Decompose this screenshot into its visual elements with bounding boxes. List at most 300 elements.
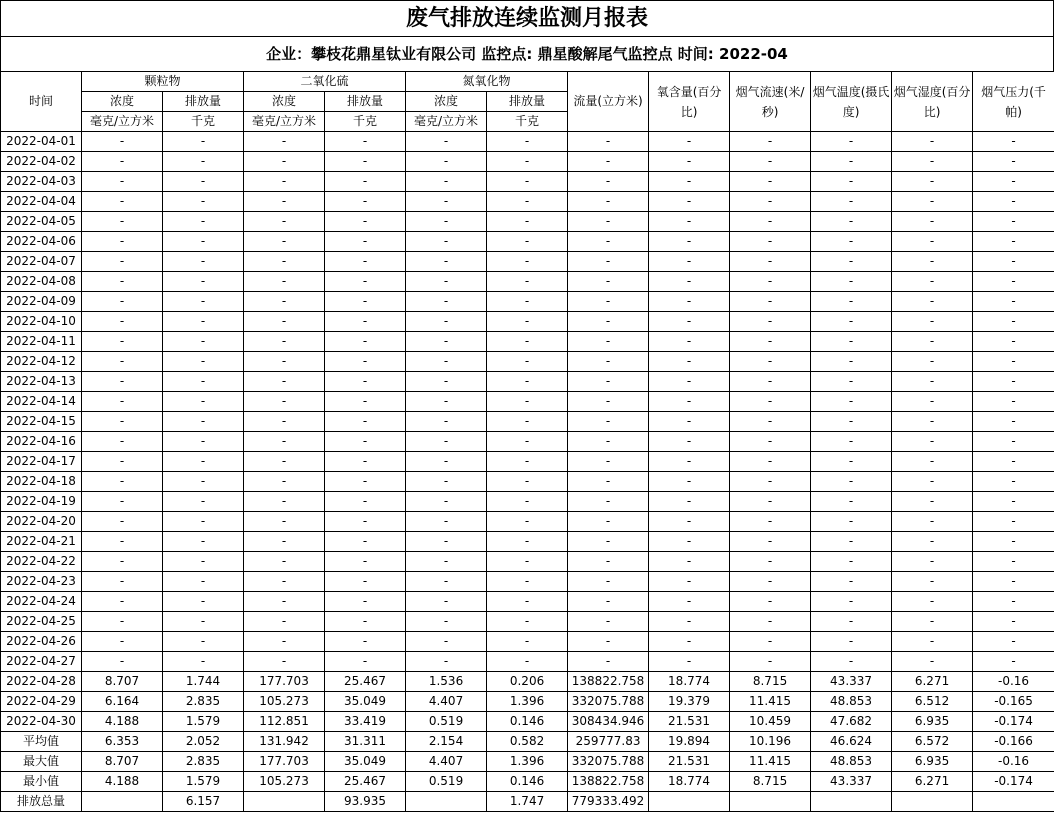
- table-cell: -: [730, 392, 811, 412]
- table-cell: 6.512: [892, 692, 973, 712]
- table-cell: -: [568, 552, 649, 572]
- table-cell: -: [82, 132, 163, 152]
- table-cell: -: [568, 172, 649, 192]
- table-cell: -: [892, 132, 973, 152]
- table-cell: -: [487, 172, 568, 192]
- table-cell: -: [244, 452, 325, 472]
- header-nox-conc: 浓度: [406, 92, 487, 112]
- table-cell: -: [244, 252, 325, 272]
- table-cell: -: [487, 132, 568, 152]
- table-cell: -: [325, 212, 406, 232]
- table-cell: -: [811, 252, 892, 272]
- table-cell: -: [406, 612, 487, 632]
- table-cell: -: [973, 172, 1054, 192]
- table-cell: -: [406, 652, 487, 672]
- table-cell: 2.052: [163, 732, 244, 752]
- row-date: 2022-04-25: [1, 612, 82, 632]
- table-cell: -: [244, 332, 325, 352]
- table-cell: -: [649, 352, 730, 372]
- table-cell: -: [82, 232, 163, 252]
- table-cell: -: [163, 652, 244, 672]
- table-cell: -: [487, 312, 568, 332]
- table-cell: -: [649, 312, 730, 332]
- table-cell: -: [973, 532, 1054, 552]
- table-cell: -: [730, 252, 811, 272]
- table-cell: -: [568, 372, 649, 392]
- row-date: 2022-04-15: [1, 412, 82, 432]
- table-cell: 35.049: [325, 752, 406, 772]
- table-cell: -: [244, 552, 325, 572]
- table-cell: -: [244, 292, 325, 312]
- table-cell: 19.379: [649, 692, 730, 712]
- table-cell: -: [325, 132, 406, 152]
- table-cell: -: [82, 452, 163, 472]
- table-cell: -: [82, 272, 163, 292]
- table-cell: -: [730, 132, 811, 152]
- header-so2: 二氧化硫: [244, 72, 406, 92]
- table-cell: -: [406, 552, 487, 572]
- table-cell: -: [487, 152, 568, 172]
- table-cell: -: [163, 532, 244, 552]
- table-row: [1, 132, 1054, 152]
- table-cell: -: [568, 192, 649, 212]
- table-cell: -: [163, 252, 244, 272]
- table-cell: -: [406, 232, 487, 252]
- table-cell: -: [811, 132, 892, 152]
- row-date: 2022-04-04: [1, 192, 82, 212]
- table-cell: -: [325, 192, 406, 212]
- table-cell: 6.164: [82, 692, 163, 712]
- table-row: [1, 572, 1054, 592]
- table-cell: [973, 792, 1054, 812]
- table-cell: -: [487, 352, 568, 372]
- table-row: [1, 352, 1054, 372]
- table-cell: -: [973, 492, 1054, 512]
- table-cell: -: [244, 212, 325, 232]
- table-cell: -: [730, 352, 811, 372]
- header-so2-emission-unit: 千克: [325, 112, 406, 132]
- table-cell: [649, 792, 730, 812]
- table-row: [1, 252, 1054, 272]
- header-row-1: [1, 72, 1054, 92]
- table-cell: 1.579: [163, 772, 244, 792]
- table-cell: -: [244, 372, 325, 392]
- table-row: [1, 152, 1054, 172]
- table-row: [1, 272, 1054, 292]
- table-cell: -: [82, 332, 163, 352]
- row-date: 2022-04-26: [1, 632, 82, 652]
- table-cell: 10.459: [730, 712, 811, 732]
- table-cell: 11.415: [730, 752, 811, 772]
- table-cell: 10.196: [730, 732, 811, 752]
- row-date: 2022-04-12: [1, 352, 82, 372]
- table-cell: -: [487, 392, 568, 412]
- header-particulate: 颗粒物: [82, 72, 244, 92]
- table-cell: -: [811, 292, 892, 312]
- table-cell: -: [163, 292, 244, 312]
- table-cell: -: [568, 312, 649, 332]
- row-date: 2022-04-17: [1, 452, 82, 472]
- table-cell: -: [406, 192, 487, 212]
- table-cell: -0.174: [973, 772, 1054, 792]
- table-row: [1, 672, 1054, 692]
- table-cell: -: [649, 392, 730, 412]
- row-date: 2022-04-16: [1, 432, 82, 452]
- table-cell: -: [811, 552, 892, 572]
- header-humidity: 烟气湿度(百分比): [892, 72, 973, 132]
- table-cell: -: [487, 652, 568, 672]
- table-cell: -: [649, 132, 730, 152]
- table-cell: -: [406, 252, 487, 272]
- table-cell: 1.747: [487, 792, 568, 812]
- table-cell: 2.835: [163, 692, 244, 712]
- table-cell: -: [730, 552, 811, 572]
- table-cell: -: [244, 472, 325, 492]
- table-cell: 6.935: [892, 712, 973, 732]
- table-cell: -: [649, 472, 730, 492]
- table-cell: -: [406, 292, 487, 312]
- table-cell: -: [406, 392, 487, 412]
- table-cell: -: [568, 272, 649, 292]
- table-cell: -: [82, 352, 163, 372]
- table-cell: -: [973, 552, 1054, 572]
- table-cell: -: [730, 232, 811, 252]
- row-date: 2022-04-07: [1, 252, 82, 272]
- table-cell: -0.166: [973, 732, 1054, 752]
- table-cell: -: [325, 472, 406, 492]
- table-cell: -: [568, 412, 649, 432]
- table-cell: -: [811, 172, 892, 192]
- table-cell: -: [892, 252, 973, 272]
- table-cell: -: [892, 532, 973, 552]
- table-cell: -: [82, 172, 163, 192]
- table-cell: -: [973, 212, 1054, 232]
- table-cell: -: [487, 512, 568, 532]
- table-cell: -: [244, 272, 325, 292]
- table-cell: 6.157: [163, 792, 244, 812]
- header-nox: 氮氧化物: [406, 72, 568, 92]
- table-cell: -: [811, 392, 892, 412]
- table-cell: -: [487, 612, 568, 632]
- table-cell: -: [406, 372, 487, 392]
- table-row: [1, 452, 1054, 472]
- table-cell: -: [649, 292, 730, 312]
- table-row: [1, 432, 1054, 452]
- table-cell: 19.894: [649, 732, 730, 752]
- table-cell: -: [487, 292, 568, 312]
- table-cell: -: [244, 592, 325, 612]
- table-cell: -: [892, 432, 973, 452]
- table-cell: -0.16: [973, 672, 1054, 692]
- table-cell: 0.146: [487, 712, 568, 732]
- table-cell: -: [973, 432, 1054, 452]
- table-cell: 1.396: [487, 692, 568, 712]
- table-row: [1, 652, 1054, 672]
- table-cell: -: [487, 252, 568, 272]
- table-cell: -: [892, 592, 973, 612]
- table-cell: 177.703: [244, 752, 325, 772]
- header-particulate-emission-unit: 千克: [163, 112, 244, 132]
- table-cell: -: [649, 432, 730, 452]
- table-cell: -: [973, 472, 1054, 492]
- row-date: 2022-04-21: [1, 532, 82, 552]
- table-cell: -: [163, 392, 244, 412]
- table-cell: -: [568, 232, 649, 252]
- table-cell: -: [892, 472, 973, 492]
- table-cell: -: [649, 552, 730, 572]
- row-label: 2022-04-28: [1, 672, 82, 692]
- table-cell: -: [649, 652, 730, 672]
- table-cell: -: [406, 172, 487, 192]
- table-cell: 93.935: [325, 792, 406, 812]
- table-cell: -: [568, 572, 649, 592]
- table-cell: -: [892, 232, 973, 252]
- report-title: 废气排放连续监测月报表: [0, 0, 1054, 36]
- row-date: 2022-04-20: [1, 512, 82, 532]
- table-cell: -: [973, 452, 1054, 472]
- table-cell: -: [487, 192, 568, 212]
- table-row: [1, 512, 1054, 532]
- row-label: 最小值: [1, 772, 82, 792]
- table-cell: -: [487, 592, 568, 612]
- table-row: [1, 592, 1054, 612]
- table-cell: -0.165: [973, 692, 1054, 712]
- table-cell: 43.337: [811, 772, 892, 792]
- table-cell: -: [568, 632, 649, 652]
- table-cell: -: [244, 512, 325, 532]
- table-cell: -: [244, 652, 325, 672]
- table-cell: -: [730, 292, 811, 312]
- table-cell: 332075.788: [568, 752, 649, 772]
- row-date: 2022-04-22: [1, 552, 82, 572]
- row-date: 2022-04-19: [1, 492, 82, 512]
- table-cell: 1.744: [163, 672, 244, 692]
- table-cell: -: [163, 232, 244, 252]
- table-cell: -: [244, 172, 325, 192]
- table-cell: -: [730, 492, 811, 512]
- table-cell: -: [244, 392, 325, 412]
- table-cell: -: [487, 532, 568, 552]
- table-row: [1, 292, 1054, 312]
- table-cell: 6.271: [892, 772, 973, 792]
- table-cell: -: [163, 332, 244, 352]
- table-cell: -: [811, 512, 892, 532]
- table-cell: 6.353: [82, 732, 163, 752]
- table-cell: -: [973, 592, 1054, 612]
- table-cell: 21.531: [649, 712, 730, 732]
- table-cell: -: [487, 272, 568, 292]
- table-row: [1, 312, 1054, 332]
- table-cell: -: [244, 312, 325, 332]
- table-cell: -: [82, 492, 163, 512]
- table-cell: -: [811, 272, 892, 292]
- table-row: [1, 712, 1054, 732]
- table-cell: -: [973, 352, 1054, 372]
- table-cell: -: [973, 372, 1054, 392]
- table-cell: -: [325, 612, 406, 632]
- table-cell: -: [244, 572, 325, 592]
- table-cell: -: [163, 172, 244, 192]
- table-cell: -: [244, 352, 325, 372]
- table-cell: -: [82, 152, 163, 172]
- table-cell: -: [568, 332, 649, 352]
- table-cell: -: [163, 352, 244, 372]
- table-cell: -: [973, 632, 1054, 652]
- table-cell: -: [406, 332, 487, 352]
- table-cell: -: [487, 412, 568, 432]
- table-cell: -: [730, 312, 811, 332]
- row-date: 2022-04-06: [1, 232, 82, 252]
- table-cell: -: [406, 212, 487, 232]
- table-cell: -: [325, 592, 406, 612]
- header-so2-conc: 浓度: [244, 92, 325, 112]
- table-cell: -: [325, 272, 406, 292]
- row-label: 平均值: [1, 732, 82, 752]
- table-cell: -: [82, 212, 163, 232]
- table-cell: -: [892, 292, 973, 312]
- table-cell: -: [568, 512, 649, 532]
- table-cell: 1.579: [163, 712, 244, 732]
- table-cell: 0.582: [487, 732, 568, 752]
- table-cell: -: [892, 152, 973, 172]
- table-row: [1, 492, 1054, 512]
- table-cell: -: [973, 192, 1054, 212]
- table-cell: -: [811, 212, 892, 232]
- table-cell: 177.703: [244, 672, 325, 692]
- table-cell: -: [82, 392, 163, 412]
- table-cell: -: [649, 492, 730, 512]
- table-cell: -: [406, 512, 487, 532]
- table-cell: 48.853: [811, 752, 892, 772]
- table-cell: -: [487, 572, 568, 592]
- table-cell: -: [244, 532, 325, 552]
- table-cell: -: [973, 252, 1054, 272]
- table-cell: 4.188: [82, 772, 163, 792]
- table-cell: -: [811, 492, 892, 512]
- table-cell: -: [649, 532, 730, 552]
- table-cell: 2.835: [163, 752, 244, 772]
- header-time: 时间: [1, 72, 82, 132]
- table-cell: -: [730, 612, 811, 632]
- row-date: 2022-04-03: [1, 172, 82, 192]
- table-cell: -: [487, 492, 568, 512]
- row-date: 2022-04-10: [1, 312, 82, 332]
- table-cell: -: [730, 512, 811, 532]
- table-cell: -: [325, 492, 406, 512]
- table-cell: -: [973, 412, 1054, 432]
- table-cell: -: [163, 312, 244, 332]
- table-cell: 4.407: [406, 752, 487, 772]
- table-cell: 8.707: [82, 752, 163, 772]
- table-cell: -: [244, 412, 325, 432]
- header-nox-emission: 排放量: [487, 92, 568, 112]
- row-date: 2022-04-18: [1, 472, 82, 492]
- table-cell: 4.407: [406, 692, 487, 712]
- table-cell: -: [649, 412, 730, 432]
- table-cell: -: [82, 572, 163, 592]
- table-cell: -: [568, 612, 649, 632]
- table-cell: -: [973, 612, 1054, 632]
- table-cell: -: [325, 152, 406, 172]
- table-cell: -: [730, 592, 811, 612]
- table-cell: -: [487, 632, 568, 652]
- table-cell: -: [730, 652, 811, 672]
- table-cell: -: [649, 172, 730, 192]
- table-cell: -: [82, 252, 163, 272]
- table-row: [1, 372, 1054, 392]
- table-row: [1, 332, 1054, 352]
- table-cell: -: [244, 132, 325, 152]
- table-cell: -: [730, 332, 811, 352]
- table-cell: -: [163, 492, 244, 512]
- table-cell: -: [568, 532, 649, 552]
- table-cell: -: [649, 572, 730, 592]
- row-date: 2022-04-14: [1, 392, 82, 412]
- table-cell: -: [811, 312, 892, 332]
- table-cell: -: [325, 252, 406, 272]
- table-cell: -: [568, 472, 649, 492]
- table-cell: -: [892, 412, 973, 432]
- table-cell: 6.572: [892, 732, 973, 752]
- table-cell: -: [649, 252, 730, 272]
- table-row: [1, 392, 1054, 412]
- row-date: 2022-04-27: [1, 652, 82, 672]
- table-cell: -: [730, 152, 811, 172]
- table-cell: -: [325, 652, 406, 672]
- table-cell: 11.415: [730, 692, 811, 712]
- table-row: [1, 752, 1054, 772]
- table-cell: -: [649, 192, 730, 212]
- table-cell: 18.774: [649, 672, 730, 692]
- table-cell: -: [568, 492, 649, 512]
- table-cell: 4.188: [82, 712, 163, 732]
- table-cell: -: [406, 152, 487, 172]
- table-cell: -: [892, 332, 973, 352]
- table-cell: -: [487, 232, 568, 252]
- table-cell: -: [649, 232, 730, 252]
- table-cell: -: [406, 352, 487, 372]
- table-cell: -: [649, 332, 730, 352]
- table-cell: -: [811, 332, 892, 352]
- table-cell: -: [325, 372, 406, 392]
- table-cell: -: [325, 452, 406, 472]
- table-cell: -: [811, 532, 892, 552]
- table-cell: 31.311: [325, 732, 406, 752]
- table-cell: 1.396: [487, 752, 568, 772]
- table-cell: -: [811, 652, 892, 672]
- table-cell: -: [892, 172, 973, 192]
- table-cell: -: [406, 312, 487, 332]
- table-cell: -: [244, 232, 325, 252]
- table-cell: -: [730, 192, 811, 212]
- table-cell: -: [163, 452, 244, 472]
- table-cell: -: [325, 572, 406, 592]
- table-cell: -: [649, 372, 730, 392]
- table-cell: -: [406, 572, 487, 592]
- table-cell: -: [325, 512, 406, 532]
- table-cell: -: [892, 552, 973, 572]
- table-cell: -: [163, 272, 244, 292]
- table-cell: -: [973, 132, 1054, 152]
- table-cell: -: [325, 292, 406, 312]
- table-cell: -: [82, 312, 163, 332]
- row-date: 2022-04-13: [1, 372, 82, 392]
- table-cell: 47.682: [811, 712, 892, 732]
- table-cell: -: [973, 652, 1054, 672]
- row-label: 最大值: [1, 752, 82, 772]
- table-cell: -: [811, 592, 892, 612]
- row-date: 2022-04-09: [1, 292, 82, 312]
